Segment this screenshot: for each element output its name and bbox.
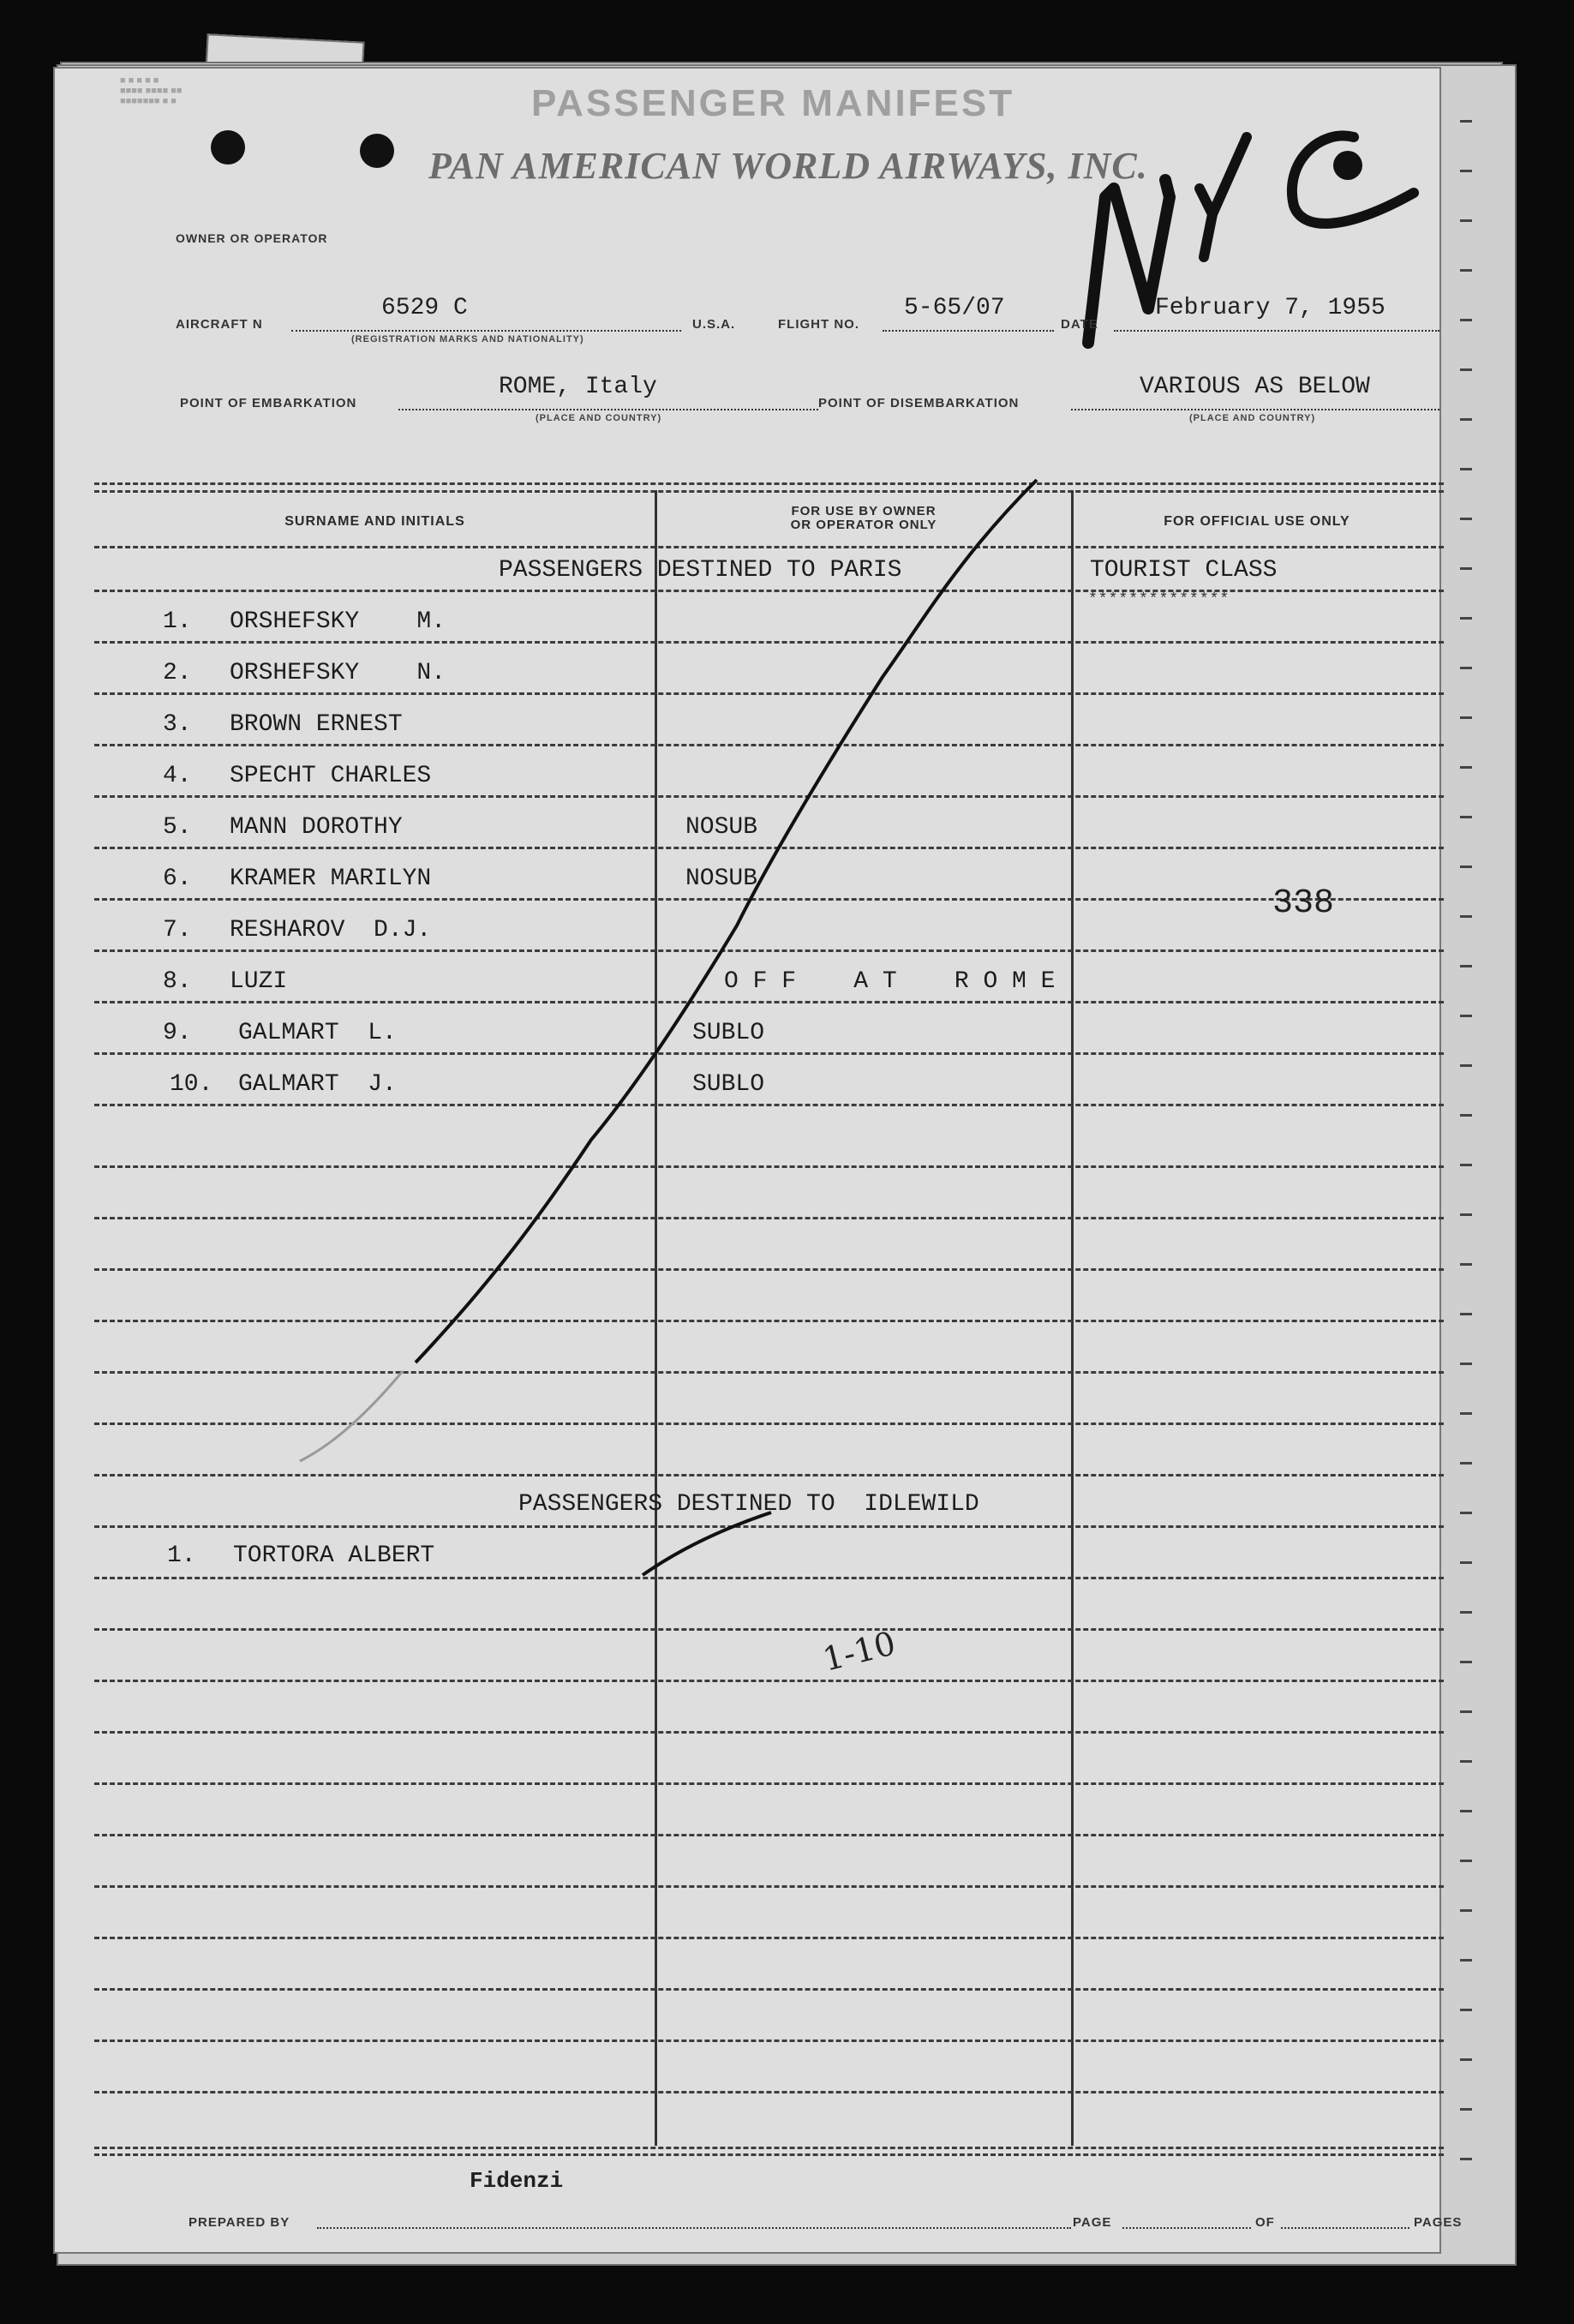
edge-tick: [1460, 120, 1472, 123]
tourist-class: TOURIST CLASS: [1090, 557, 1278, 584]
prepared-underline: [317, 2227, 1071, 2229]
faint-stamp: ■ ■ ■ ■ ■ ■■■■ ■■■■ ■■ ■■■■■■■ ■ ■: [120, 75, 183, 106]
owner-note: SUBLO: [692, 1020, 765, 1046]
footer-rule: [94, 2147, 1444, 2149]
flight-value: 5-65/07: [904, 295, 1005, 321]
row-number: 3.: [163, 711, 192, 738]
edge-tick: [1460, 567, 1472, 570]
date-label: DATE: [1061, 317, 1098, 332]
edge-tick: [1460, 617, 1472, 620]
edge-tick: [1460, 1363, 1472, 1365]
edge-tick: [1460, 1860, 1472, 1862]
passenger-name: SPECHT CHARLES: [230, 763, 432, 789]
handwritten-range: 1-10: [818, 1624, 900, 1679]
col-owner-header-1: FOR USE BY OWNER: [791, 504, 937, 518]
off-at-rome: O F F A T R O M E: [724, 968, 1056, 995]
aircraft-label: AIRCRAFT N: [176, 317, 263, 332]
edge-tick: [1460, 319, 1472, 321]
paris-heading: PASSENGERS DESTINED TO PARIS: [499, 557, 902, 584]
aircraft-sub: (REGISTRATION MARKS AND NATIONALITY): [351, 334, 584, 344]
row-number: 9.: [163, 1020, 192, 1046]
passenger-name: GALMART J.: [238, 1071, 397, 1098]
aircraft-value: 6529 C: [381, 295, 468, 321]
disembark-value: VARIOUS AS BELOW: [1140, 374, 1370, 400]
col-surname-header: SURNAME AND INITIALS: [284, 514, 465, 529]
edge-tick: [1460, 1313, 1472, 1315]
row-number: 4.: [163, 763, 192, 789]
edge-tick: [1460, 1661, 1472, 1663]
stamp-number: 338: [1272, 884, 1335, 923]
pages-label: PAGES: [1414, 2215, 1463, 2230]
usa-label: U.S.A.: [692, 317, 736, 332]
footer-rule: [94, 2153, 1444, 2156]
embark-label: POINT OF EMBARKATION: [180, 396, 357, 410]
embark-value: ROME, Italy: [499, 374, 657, 400]
owner-note: SUBLO: [692, 1071, 765, 1098]
edge-tick: [1460, 2108, 1472, 2111]
edge-tick: [1460, 965, 1472, 967]
row-number: 5.: [163, 814, 192, 841]
passenger-name: MANN DOROTHY: [230, 814, 403, 841]
edge-tick: [1460, 518, 1472, 520]
edge-tick: [1460, 1512, 1472, 1514]
idlewild-heading: PASSENGERS DESTINED TO IDLEWILD: [518, 1491, 979, 1518]
edge-tick: [1460, 269, 1472, 272]
edge-tick: [1460, 766, 1472, 769]
edge-tick: [1460, 1412, 1472, 1415]
edge-tick: [1460, 1064, 1472, 1067]
page-underline: [1122, 2227, 1251, 2229]
edge-tick: [1460, 418, 1472, 421]
row-number: 8.: [163, 968, 192, 995]
edge-tick: [1460, 1164, 1472, 1166]
edge-tick: [1460, 1462, 1472, 1464]
row-number: 10.: [170, 1071, 213, 1098]
row-number: 2.: [163, 660, 192, 686]
edge-tick: [1460, 170, 1472, 172]
passenger-name: BROWN ERNEST: [230, 711, 403, 738]
passenger-name: RESHAROV D.J.: [230, 917, 432, 943]
edge-tick: [1460, 1810, 1472, 1812]
of-label: OF: [1255, 2215, 1275, 2230]
sheet-edge-marks: [1446, 86, 1506, 2228]
col-official-header: FOR OFFICIAL USE ONLY: [1164, 514, 1350, 529]
airline-name: PAN AMERICAN WORLD AIRWAYS, INC.: [428, 145, 1148, 187]
row-number: 1.: [163, 608, 192, 635]
edge-tick: [1460, 1611, 1472, 1614]
page-label: PAGE: [1073, 2215, 1112, 2230]
of-underline: [1281, 2227, 1409, 2229]
passenger-name: ORSHEFSKY N.: [230, 660, 446, 686]
edge-tick: [1460, 1710, 1472, 1713]
row-number: 1.: [167, 1542, 196, 1569]
edge-tick: [1460, 1114, 1472, 1117]
edge-tick: [1460, 2058, 1472, 2061]
owner-label: OWNER OR OPERATOR: [176, 231, 328, 245]
edge-tick: [1460, 866, 1472, 868]
flight-label: FLIGHT NO.: [778, 317, 859, 332]
manifest-title: PASSENGER MANIFEST: [531, 82, 1015, 124]
col-owner-header-2: OR OPERATOR ONLY: [790, 518, 937, 532]
owner-note: NOSUB: [685, 866, 758, 892]
edge-tick: [1460, 1760, 1472, 1763]
tourist-stars: **************: [1088, 591, 1230, 608]
edge-tick: [1460, 1909, 1472, 1912]
embark-sub: (PLACE AND COUNTRY): [536, 413, 662, 423]
edge-tick: [1460, 816, 1472, 818]
passenger-name: ORSHEFSKY M.: [230, 608, 446, 635]
passenger-name: KRAMER MARILYN: [230, 866, 432, 892]
row-number: 7.: [163, 917, 192, 943]
passenger-name: TORTORA ALBERT: [233, 1542, 435, 1569]
prepared-by-label: PREPARED BY: [189, 2215, 290, 2230]
owner-note: NOSUB: [685, 814, 758, 841]
edge-tick: [1460, 1213, 1472, 1216]
edge-tick: [1460, 2009, 1472, 2011]
row-number: 6.: [163, 866, 192, 892]
edge-tick: [1460, 1561, 1472, 1564]
edge-tick: [1460, 1263, 1472, 1266]
edge-tick: [1460, 915, 1472, 918]
disembark-sub: (PLACE AND COUNTRY): [1189, 413, 1316, 423]
date-value: February 7, 1955: [1155, 295, 1385, 321]
edge-tick: [1460, 468, 1472, 470]
disembark-label: POINT OF DISEMBARKATION: [818, 396, 1020, 410]
edge-tick: [1460, 667, 1472, 669]
prepared-by-value: Fidenzi: [470, 2168, 564, 2194]
edge-tick: [1460, 368, 1472, 371]
passenger-name: GALMART L.: [238, 1020, 397, 1046]
passenger-name: LUZI: [230, 968, 288, 995]
edge-tick: [1460, 2158, 1472, 2160]
edge-tick: [1460, 219, 1472, 222]
edge-tick: [1460, 1015, 1472, 1017]
edge-tick: [1460, 1959, 1472, 1962]
edge-tick: [1460, 716, 1472, 719]
